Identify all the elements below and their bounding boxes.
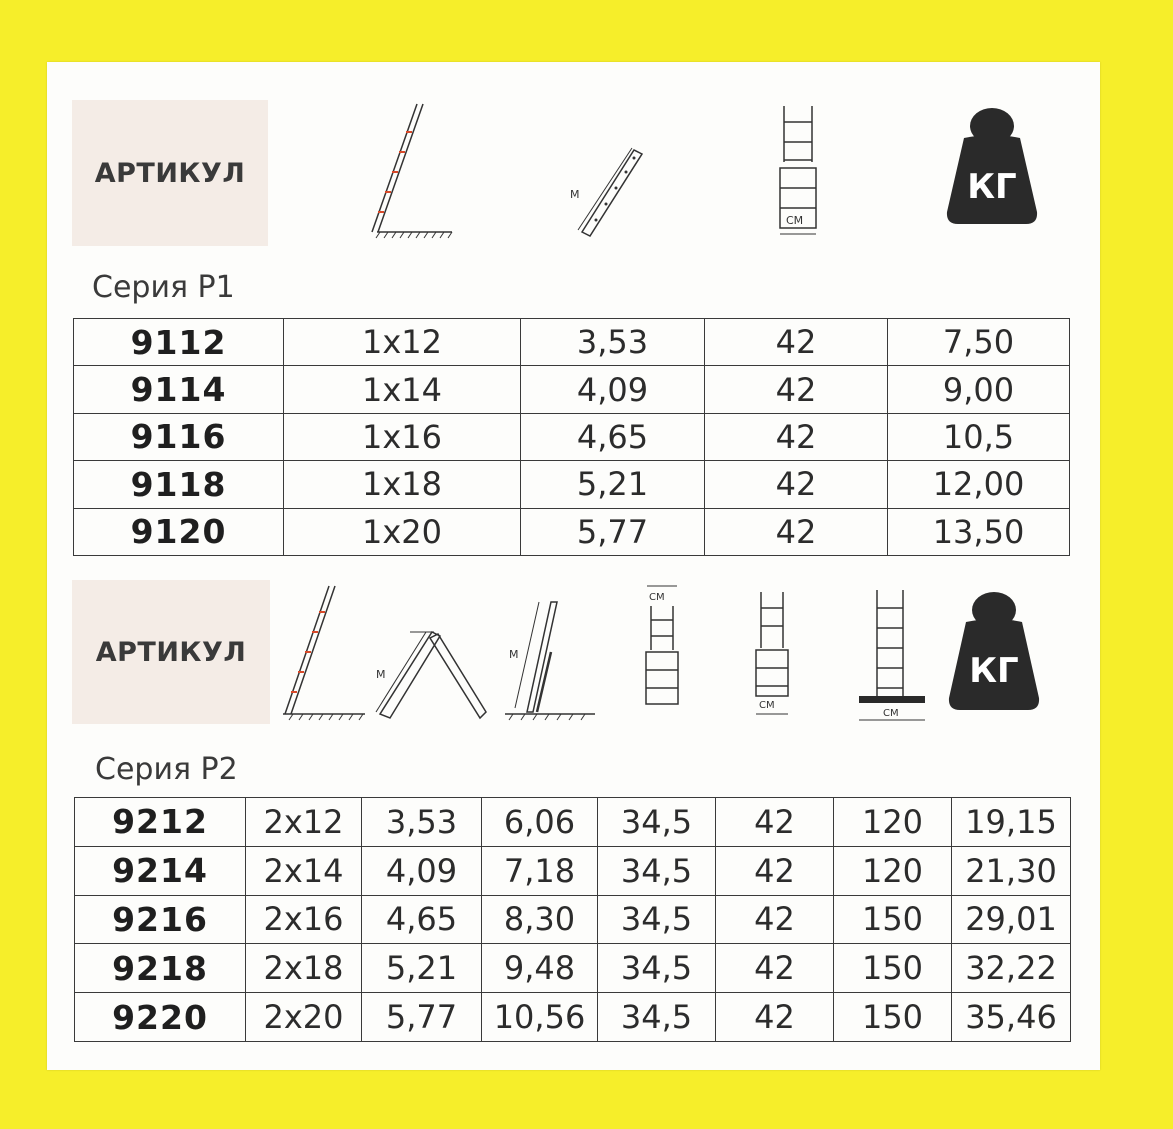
value-cell: 2x14: [246, 846, 362, 895]
value-cell: 5,77: [362, 993, 482, 1042]
article-code-cell: 9112: [74, 319, 284, 366]
value-cell: 150: [834, 993, 952, 1042]
table-row: [74, 366, 1070, 413]
length-unit-label: М: [570, 188, 580, 201]
a-frame-length-icon: [370, 622, 490, 722]
width-unit-label: СМ: [786, 214, 804, 227]
value-cell: 150: [834, 895, 952, 944]
value-cell: 4,09: [521, 366, 705, 413]
table-row: [75, 895, 1071, 944]
value-cell: 42: [716, 895, 834, 944]
article-code-cell: 9116: [74, 413, 284, 460]
value-cell: 2x20: [246, 993, 362, 1042]
value-cell: 1x16: [284, 413, 521, 460]
value-cell: 6,06: [482, 798, 598, 847]
value-cell: 4,65: [521, 413, 705, 460]
value-cell: 29,01: [952, 895, 1071, 944]
value-cell: 42: [716, 798, 834, 847]
value-cell: 150: [834, 944, 952, 993]
value-cell: 12,00: [888, 461, 1070, 508]
ladder-width-bottom-icon: [747, 590, 797, 720]
article-label: АРТИКУЛ: [94, 157, 246, 189]
value-cell: 1x18: [284, 461, 521, 508]
series-p2-title: Серия Р2: [95, 752, 238, 787]
series-p2-table: [74, 797, 1071, 1042]
value-cell: 9,48: [482, 944, 598, 993]
value-cell: 34,5: [598, 895, 716, 944]
value-cell: 5,21: [521, 461, 705, 508]
value-cell: 42: [705, 366, 888, 413]
ladder-width-top-icon: [637, 580, 687, 710]
leaning-ladder-icon: [279, 580, 369, 722]
weight-kg-icon: [942, 102, 1042, 227]
article-code-cell: 9218: [75, 944, 246, 993]
value-cell: 42: [716, 846, 834, 895]
table-row: [75, 993, 1071, 1042]
value-cell: 34,5: [598, 798, 716, 847]
ladder-length-icon: [562, 140, 672, 240]
stabilizer-width-icon: [857, 588, 927, 722]
value-cell: 7,50: [888, 319, 1070, 366]
weight-unit-label: КГ: [969, 651, 1019, 691]
value-cell: 5,77: [521, 508, 705, 555]
article-code-cell: 9120: [74, 508, 284, 555]
value-cell: 3,53: [362, 798, 482, 847]
value-cell: 1x14: [284, 366, 521, 413]
value-cell: 42: [705, 319, 888, 366]
table-row: [75, 846, 1071, 895]
article-code-cell: 9220: [75, 993, 246, 1042]
width-unit-label: СМ: [649, 592, 665, 603]
article-code-cell: 9212: [75, 798, 246, 847]
value-cell: 5,21: [362, 944, 482, 993]
value-cell: 120: [834, 846, 952, 895]
value-cell: 34,5: [598, 846, 716, 895]
article-code-cell: 9214: [75, 846, 246, 895]
value-cell: 1x20: [284, 508, 521, 555]
value-cell: 4,09: [362, 846, 482, 895]
table-row: [74, 319, 1070, 366]
value-cell: 34,5: [598, 993, 716, 1042]
value-cell: 8,30: [482, 895, 598, 944]
value-cell: 19,15: [952, 798, 1071, 847]
weight-unit-label: КГ: [967, 167, 1017, 207]
article-code-cell: 9216: [75, 895, 246, 944]
value-cell: 4,65: [362, 895, 482, 944]
value-cell: 32,22: [952, 944, 1071, 993]
leaning-ladder-icon: [362, 100, 462, 240]
value-cell: 34,5: [598, 944, 716, 993]
value-cell: 2x16: [246, 895, 362, 944]
article-label: АРТИКУЛ: [95, 636, 247, 668]
value-cell: 1x12: [284, 319, 521, 366]
table-row: [74, 461, 1070, 508]
width-unit-label: СМ: [759, 700, 775, 711]
ladder-width-icon: [772, 102, 832, 242]
table-row: [74, 508, 1070, 555]
article-header-p2: [72, 580, 270, 724]
value-cell: 7,18: [482, 846, 598, 895]
value-cell: 42: [705, 413, 888, 460]
length-unit-label: М: [376, 668, 386, 681]
length-unit-label: М: [509, 648, 519, 661]
article-code-cell: 9118: [74, 461, 284, 508]
extended-ladder-length-icon: [497, 598, 597, 722]
value-cell: 3,53: [521, 319, 705, 366]
table-row: [74, 413, 1070, 460]
series-p1-table: [73, 318, 1070, 556]
value-cell: 2x18: [246, 944, 362, 993]
value-cell: 10,56: [482, 993, 598, 1042]
weight-kg-icon: [944, 586, 1044, 712]
value-cell: 21,30: [952, 846, 1071, 895]
value-cell: 42: [705, 461, 888, 508]
value-cell: 120: [834, 798, 952, 847]
article-header-p1: [72, 100, 268, 246]
value-cell: 10,5: [888, 413, 1070, 460]
table-row: [75, 944, 1071, 993]
table-row: [75, 798, 1071, 847]
series-p1-title: Серия Р1: [92, 270, 235, 305]
spec-card: [47, 62, 1100, 1070]
value-cell: 42: [705, 508, 888, 555]
value-cell: 35,46: [952, 993, 1071, 1042]
value-cell: 42: [716, 944, 834, 993]
value-cell: 9,00: [888, 366, 1070, 413]
article-code-cell: 9114: [74, 366, 284, 413]
value-cell: 42: [716, 993, 834, 1042]
value-cell: 13,50: [888, 508, 1070, 555]
width-unit-label: СМ: [883, 708, 899, 719]
value-cell: 2x12: [246, 798, 362, 847]
